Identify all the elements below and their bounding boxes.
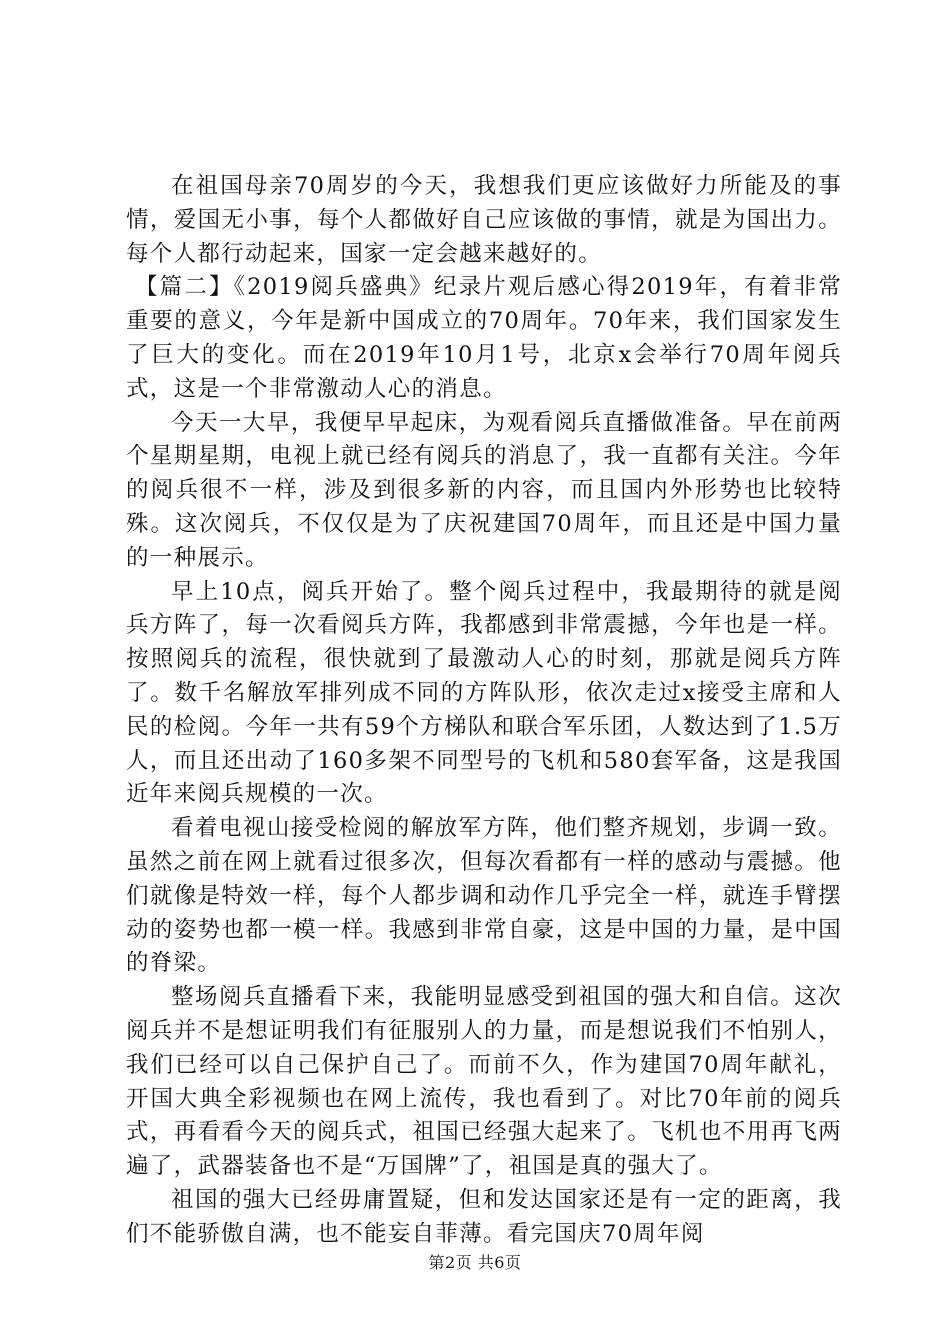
paragraph-5: 看着电视山接受检阅的解放军方阵，他们整齐规划，步调一致。虽然之前在网上就看过很多次，但每次看都有一样的感动与震撼。他们就像是特效一样，每个人都步调和动作几乎完全一样，就连手臂摆动的姿势也都一模一样。我感到非常自豪，这是中国的力量，是中国的脊梁。 [126, 815, 842, 977]
paragraph-3: 今天一大早，我便早早起床，为观看阅兵直播做准备。早在前两个星期星期，电视上就已经有阅兵的消息了，我一直都有关注。今年的阅兵很不一样，涉及到很多新的内容，而且国内外形势也比较特殊。这次阅兵，不仅仅是为了庆祝建国70周年，而且还是中国力量的一种展示。 [126, 409, 842, 571]
paragraph-1: 在祖国母亲70周岁的今天，我想我们更应该做好力所能及的事情，爱国无小事，每个人都做好自己应该做的事情，就是为国出力。每个人都行动起来，国家一定会越来越好的。 [126, 173, 842, 267]
page-number-footer: 第2页 共6页 [428, 1253, 522, 1272]
paragraph-7: 祖国的强大已经毋庸置疑，但和发达国家还是有一定的距离，我们不能骄傲自满，也不能妄自菲薄。看完国庆70周年阅 [126, 1186, 842, 1247]
paragraph-6: 整场阅兵直播看下来，我能明显感受到祖国的强大和自信。这次阅兵并不是想证明我们有征服别人的力量，而是想说我们不怕别人，我们已经可以自己保护自己了。而前不久，作为建国70周年献礼，开国大典全彩视频也在网上流传，我也看到了。对比70年前的阅兵式，再看看今天的阅兵式，祖国已经强大起来了。飞机也不用再飞两遍了，武器装备也不是“万国牌”了，祖国是真的强大了。 [126, 984, 842, 1180]
document-body [126, 170, 842, 1252]
paragraph-4: 早上10点，阅兵开始了。整个阅兵过程中，我最期待的就是阅兵方阵了，每一次看阅兵方阵，我都感到非常震撼，今年也是一样。按照阅兵的流程，很快就到了最激动人心的时刻，那就是阅兵方阵了。数千名解放军排列成不同的方阵队形，依次走过x接受主席和人民的检阅。今年一共有59个方梯队和联合军乐团，人数达到了1.5万人，而且还出动了160多架不同型号的飞机和580套军备，这是我国近年来阅兵规模的一次。 [126, 578, 842, 808]
paragraph-2: 【篇二】《2019阅兵盛典》纪录片观后感心得2019年，有着非常重要的意义，今年是新中国成立的70周年。70年来，我们国家发生了巨大的变化。而在2019年10月1号，北京x会举行70周年阅兵式，这是一个非常激动人心的消息。 [126, 274, 842, 402]
